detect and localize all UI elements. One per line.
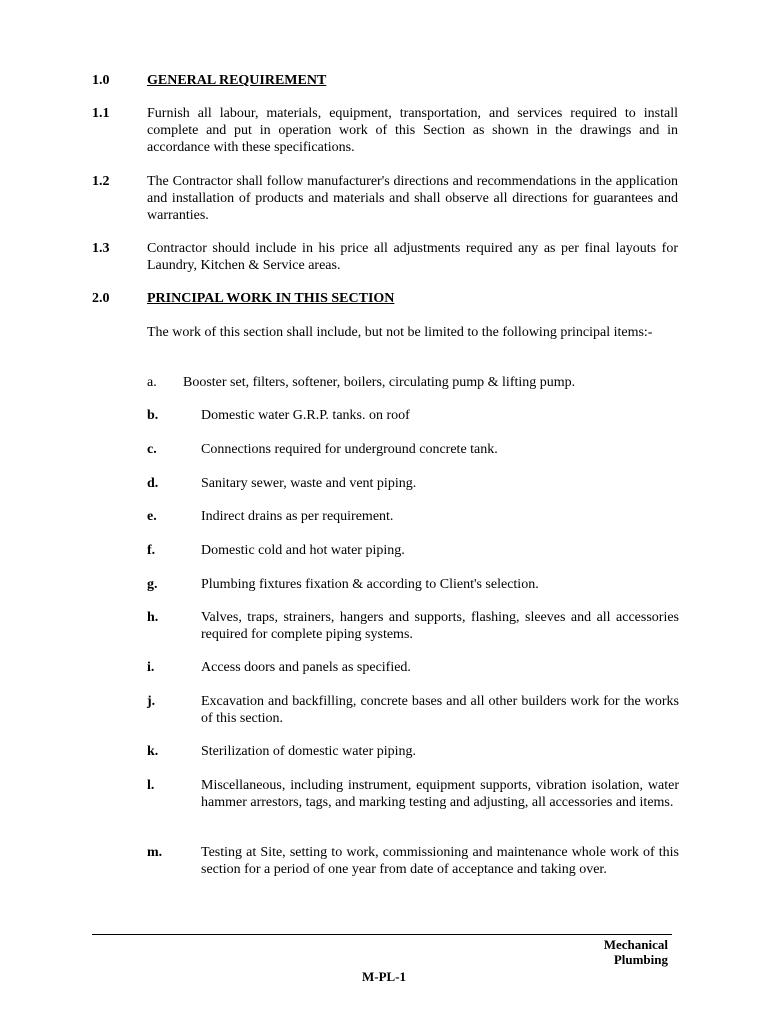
list-item: Connections required for underground concrete tank. <box>201 442 498 457</box>
list-item: Testing at Site, setting to work, commissioning and maintenance whole work of this section for a period of one year from date of acceptance and taking over. <box>201 845 679 877</box>
list-item: Booster set, filters, softener, boilers, circulating pump & lifting pump. <box>183 375 576 390</box>
section-number: 1.3 <box>92 241 110 256</box>
list-item: Plumbing fixtures fixation & according to Client's selection. <box>201 577 539 592</box>
item-letter: j. <box>147 694 156 709</box>
list-item: Domestic water G.R.P. tanks. on roof <box>201 408 410 423</box>
section-number: 1.0 <box>92 73 110 88</box>
item-letter: h. <box>147 610 159 625</box>
page-number: M-PL-1 <box>362 969 407 984</box>
item-letter: f. <box>147 543 156 558</box>
section-number: 1.2 <box>92 174 110 189</box>
item-letter: l. <box>147 778 155 793</box>
section-paragraph: The Contractor shall follow manufacturer's directions and recommendations in the application and installation of products and materials and shall observe all directions for guarantees and warranties. <box>147 174 678 223</box>
list-item: Domestic cold and hot water piping. <box>201 543 405 558</box>
section-heading: GENERAL REQUIREMENT <box>147 73 327 88</box>
footer-rule <box>92 934 672 935</box>
item-letter: e. <box>147 509 157 524</box>
item-letter: d. <box>147 476 159 491</box>
item-letter: b. <box>147 408 159 423</box>
footer-subdiscipline: Plumbing <box>613 952 668 967</box>
list-item: Miscellaneous, including instrument, equipment supports, vibration isolation, water hammer arrestors, tags, and marking testing and adjusting, all accessories and items. <box>201 778 679 810</box>
section-paragraph: Furnish all labour, materials, equipment, transportation, and services required to install complete and put in operation work of this Section as shown in the drawings and in accordance with these specifications. <box>147 106 678 155</box>
section-number: 2.0 <box>92 291 110 306</box>
section-heading: PRINCIPAL WORK IN THIS SECTION <box>147 291 395 306</box>
list-item: Excavation and backfilling, concrete bases and all other builders work for the works of this section. <box>201 694 679 726</box>
item-letter: a. <box>147 375 157 390</box>
list-item: Sterilization of domestic water piping. <box>201 744 417 759</box>
item-letter: k. <box>147 744 159 759</box>
list-item: Access doors and panels as specified. <box>201 660 411 675</box>
section-paragraph: Contractor should include in his price all adjustments required any as per final layouts for Laundry, Kitchen & Service areas. <box>147 241 678 273</box>
footer-discipline: Mechanical <box>603 937 668 952</box>
list-item: Indirect drains as per requirement. <box>201 509 394 524</box>
item-letter: c. <box>147 442 157 457</box>
item-letter: g. <box>147 577 158 592</box>
list-item: Valves, traps, strainers, hangers and supports, flashing, sleeves and all accessories required for complete piping systems. <box>201 610 679 642</box>
item-letter: m. <box>147 845 163 860</box>
list-item: Sanitary sewer, waste and vent piping. <box>201 476 417 491</box>
item-letter: i. <box>147 660 155 675</box>
section-number: 1.1 <box>92 106 110 121</box>
intro-paragraph: The work of this section shall include, but not be limited to the following principal items:- <box>147 325 653 340</box>
